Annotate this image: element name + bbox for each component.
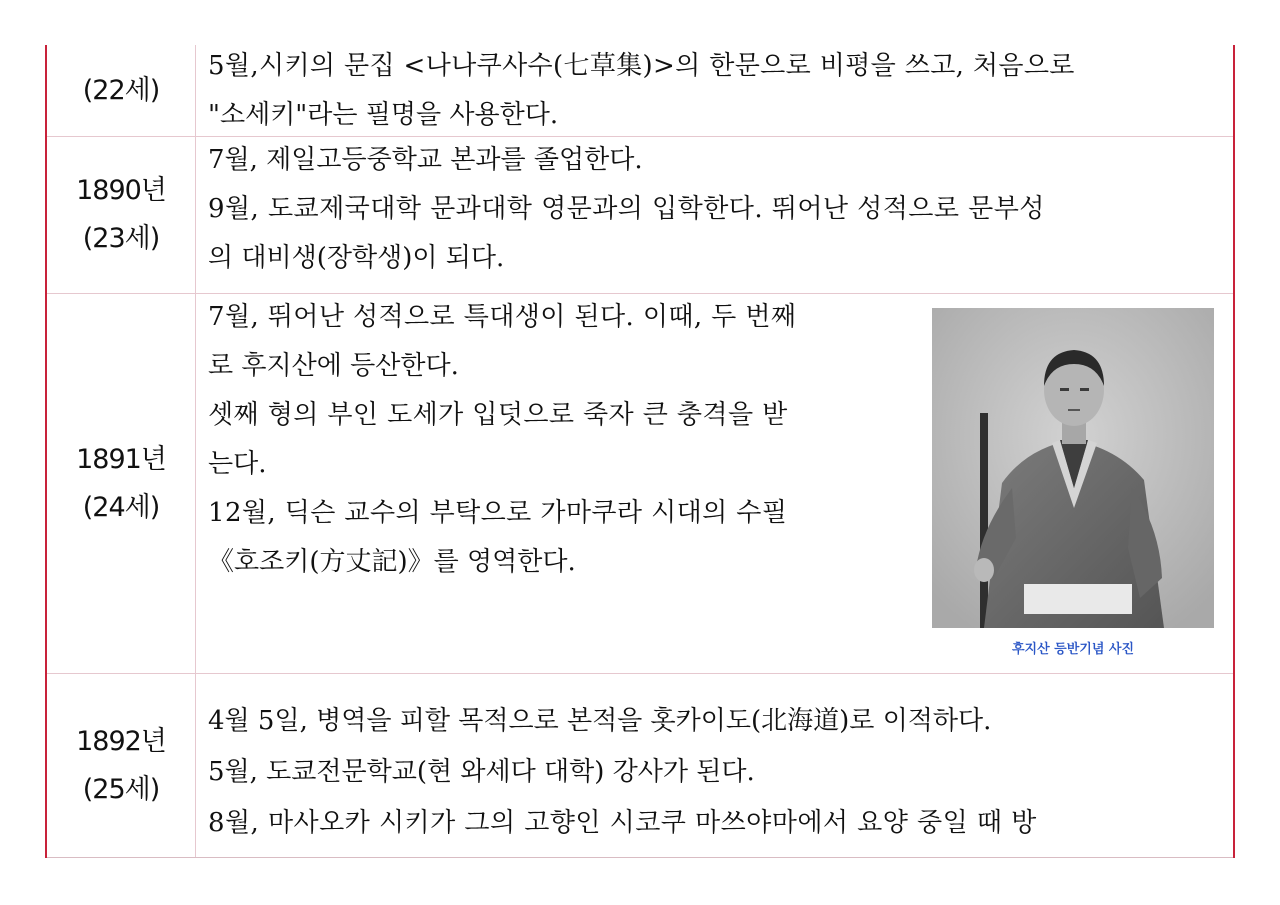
event-line: 5월, 도쿄전문학교(현 와세다 대학) 강사가 된다. bbox=[208, 757, 755, 787]
photo-block bbox=[927, 308, 1219, 673]
event-line: 7월, 뛰어난 성적으로 특대생이 된다. 이때, 두 번째 bbox=[208, 302, 797, 332]
event-line: 5월,시키의 문집 <나나쿠사수(七草集)>의 한문으로 비평을 쓰고, 처음으로 bbox=[208, 51, 1075, 81]
event-line: 12월, 딕슨 교수의 부탁으로 가마쿠라 시대의 수필 bbox=[208, 498, 788, 528]
event-line: 셋째 형의 부인 도세가 입덧으로 죽자 큰 충격을 받 bbox=[208, 400, 788, 430]
age-label: (23세) bbox=[82, 223, 160, 254]
portrait-photo bbox=[932, 308, 1214, 628]
year-cell bbox=[47, 45, 196, 136]
event-line: "소세키"라는 필명을 사용한다. bbox=[208, 100, 559, 130]
age-label: (24세) bbox=[82, 491, 160, 523]
age-label: (22세) bbox=[82, 74, 160, 106]
photo-caption: 후지산 등반기념 사진 bbox=[1011, 642, 1135, 657]
event-line: 4월 5일, 병역을 피할 목적으로 본적을 홋카이도(北海道)로 이적하다. bbox=[208, 706, 992, 736]
event-line: 《호조키(方丈記)》를 영역한다. bbox=[208, 547, 576, 577]
event-cell bbox=[196, 294, 1233, 673]
year-label: 1892년 bbox=[76, 725, 166, 757]
event-line: 로 후지산에 등산한다. bbox=[208, 351, 459, 381]
event-cell bbox=[196, 45, 1233, 136]
event-text bbox=[208, 294, 920, 673]
age-label: (25세) bbox=[82, 773, 160, 805]
event-line: 7월, 제일고등중학교 본과를 졸업한다. bbox=[208, 145, 643, 175]
event-line: 8월, 마사오카 시키가 그의 고향인 시코쿠 마쓰야마에서 요양 중일 때 방 bbox=[208, 808, 1037, 838]
year-cell bbox=[47, 294, 196, 673]
year-label: 1891년 bbox=[76, 443, 166, 475]
table-row bbox=[47, 137, 1233, 294]
year-cell bbox=[47, 674, 196, 857]
table-row bbox=[47, 45, 1233, 137]
table-row bbox=[47, 674, 1233, 858]
table-row bbox=[47, 294, 1233, 674]
year-label: 1890년 bbox=[76, 175, 166, 206]
event-line: 의 대비생(장학생)이 되다. bbox=[208, 243, 505, 273]
event-cell bbox=[196, 137, 1233, 293]
event-cell bbox=[196, 674, 1233, 857]
event-line: 는다. bbox=[208, 449, 267, 479]
event-line: 9월, 도쿄제국대학 문과대학 영문과의 입학한다. 뛰어난 성적으로 문부성 bbox=[208, 194, 1045, 224]
year-cell bbox=[47, 137, 196, 293]
chronology-table bbox=[45, 45, 1235, 858]
